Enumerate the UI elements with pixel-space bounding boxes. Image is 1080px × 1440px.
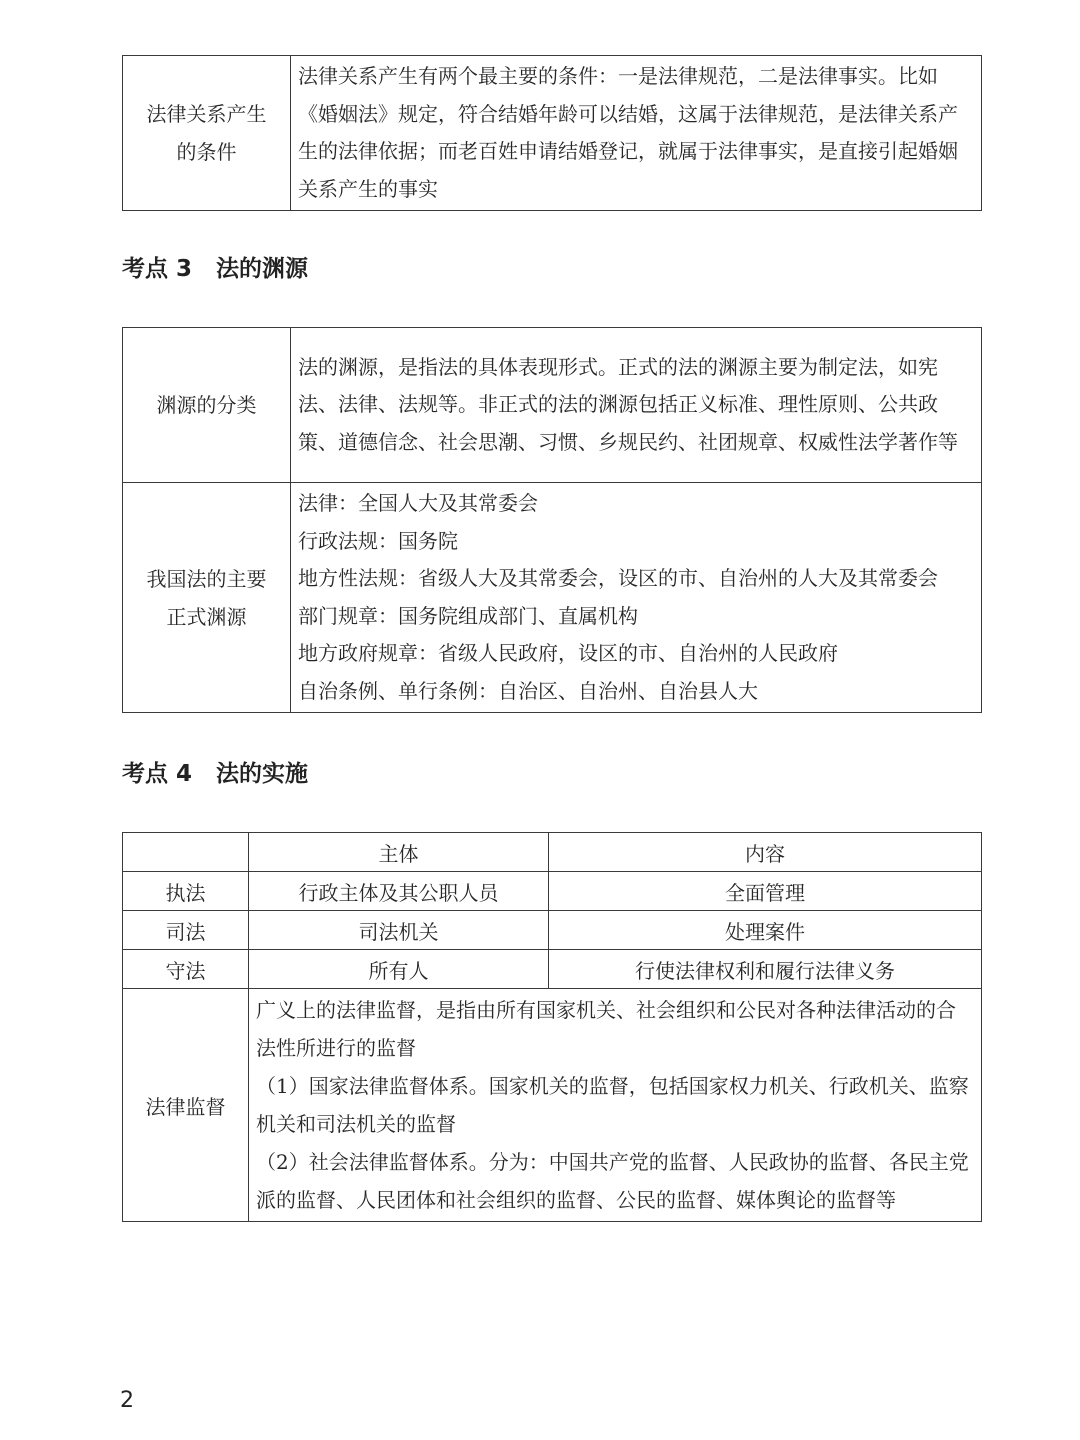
table-row (123, 989, 982, 1222)
row-label-supervision: 法律监督 (123, 989, 249, 1222)
row-label-conditions (123, 56, 291, 211)
source-line: 地方性法规：省级人大及其常委会，设区的市、自治州的人大及其常委会 (298, 566, 938, 590)
row-name: 守法 (123, 950, 249, 989)
section-number: 3 (176, 256, 193, 282)
source-line: 部门规章：国务院组成部门、直属机构 (298, 603, 638, 628)
source-line: 自治条例、单行条例：自治区、自治州、自治县人大 (298, 678, 758, 703)
source-line: 法律：全国人大及其常委会 (298, 491, 538, 515)
label-line: 渊源的分类 (156, 393, 257, 417)
table-row (123, 483, 982, 713)
row-content: 行使法律权利和履行法律义务 (549, 950, 982, 989)
row-content-formal-sources (291, 483, 982, 713)
row-subject: 司法机关 (249, 911, 549, 950)
header-cell-subject: 主体 (249, 833, 549, 872)
row-content-supervision (249, 989, 982, 1222)
table-header-row (123, 833, 982, 872)
label-line: 我国法的主要 (146, 566, 267, 591)
table-row (123, 56, 982, 211)
table-row (123, 328, 982, 483)
section-number: 4 (176, 761, 193, 787)
row-name: 司法 (123, 911, 249, 950)
row-subject: 行政主体及其公职人员 (249, 872, 549, 911)
row-label-classification (123, 328, 291, 483)
row-content-classification (291, 328, 982, 483)
section-title: 法的渊源 (216, 256, 309, 282)
label-line: 的条件 (176, 140, 237, 164)
row-content: 处理案件 (549, 911, 982, 950)
legal-relation-table (122, 55, 982, 211)
source-line: 行政法规：国务院 (298, 528, 458, 553)
law-sources-table (122, 327, 982, 713)
table-row (123, 950, 982, 989)
supervision-line: （2）社会法律监督体系。分为：中国共产党的监督、人民政协的监督、各民主党派的监督、人民团体和社会组织的监督、公民的监督、媒体舆论的监督等 (256, 1150, 969, 1212)
table-row (123, 911, 982, 950)
header-cell-empty (123, 833, 249, 872)
page-number: 2 (120, 1388, 134, 1413)
content-paragraph: 法律关系产生有两个最主要的条件：一是法律规范，二是法律事实。比如《婚姻法》规定，符合结婚年龄可以结婚，这属于法律规范，是法律关系产生的法律依据；而老百姓申请结婚登记，就属于法律事实，是直接引起婚姻关系产生的事实 (298, 64, 958, 201)
section-prefix: 考点 (122, 256, 168, 282)
row-subject: 所有人 (249, 950, 549, 989)
source-line: 地方政府规章：省级人民政府，设区的市、自治州的人民政府 (298, 641, 838, 665)
section-heading-4 (122, 755, 308, 788)
row-label-formal-sources (123, 483, 291, 713)
section-title: 法的实施 (216, 761, 309, 787)
table-row (123, 872, 982, 911)
law-implementation-table (122, 832, 982, 1222)
content-paragraph: 法的渊源，是指法的具体表现形式。正式的法的渊源主要为制定法，如宪法、法律、法规等。非正式的法的渊源包括正义标准、理性原则、公共政策、道德信念、社会思潮、习惯、乡规民约、社团规章、权威性法学著作等 (298, 354, 958, 454)
row-content-conditions (291, 56, 982, 211)
supervision-line: （1）国家法律监督体系。国家机关的监督，包括国家权力机关、行政机关、监察机关和司法机关的监督 (256, 1074, 969, 1136)
section-heading-3 (122, 250, 308, 283)
label-line: 正式渊源 (166, 604, 247, 629)
header-cell-content: 内容 (549, 833, 982, 872)
row-name: 执法 (123, 872, 249, 911)
supervision-line: 广义上的法律监督，是指由所有国家机关、社会组织和公民对各种法律活动的合法性所进行的监督 (256, 998, 956, 1060)
row-content: 全面管理 (549, 872, 982, 911)
label-line: 法律关系产生 (146, 102, 267, 126)
section-prefix: 考点 (122, 761, 168, 787)
